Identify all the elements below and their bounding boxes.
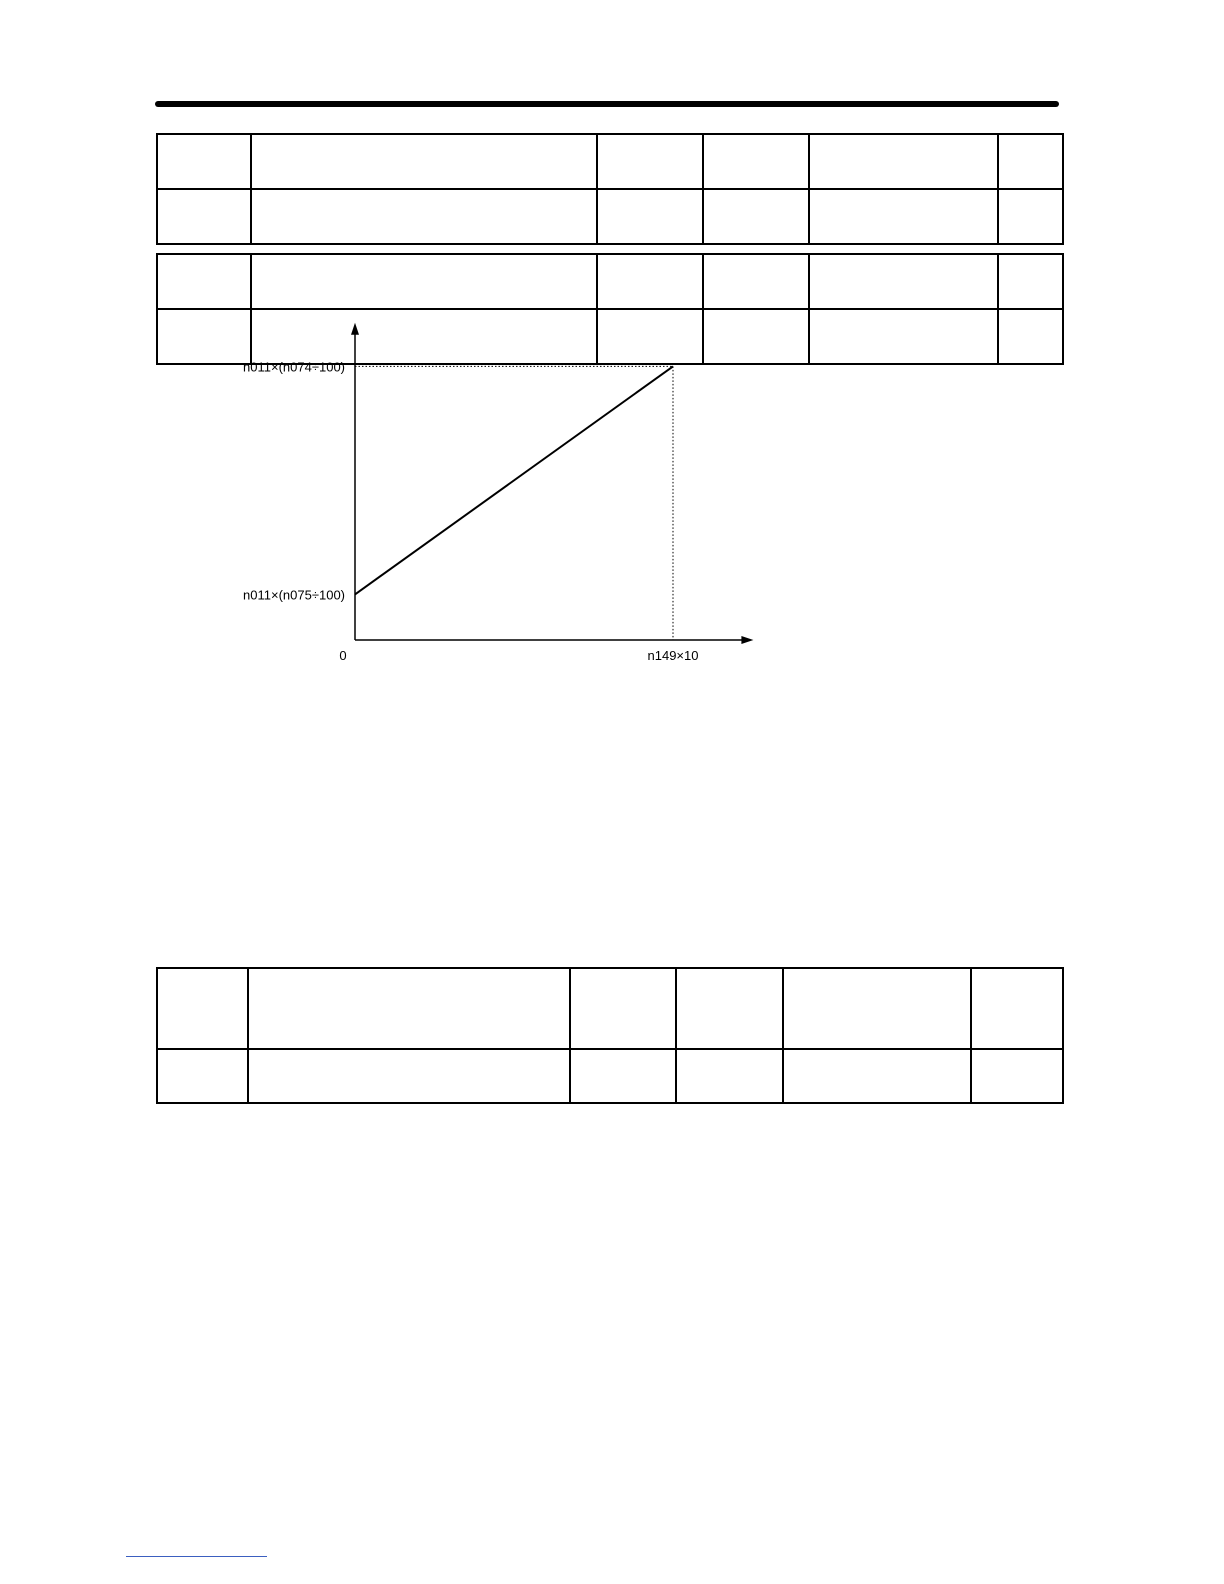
table-cell (157, 189, 251, 244)
table-cell (809, 254, 998, 309)
table-cell (597, 254, 703, 309)
table-cell (676, 1049, 783, 1103)
table-cell (703, 189, 809, 244)
parameter-table-3 (156, 967, 1064, 1104)
table-cell (248, 1049, 570, 1103)
parameter-table-1 (156, 133, 1064, 245)
table-cell (570, 968, 676, 1049)
table-cell (998, 309, 1063, 364)
table-cell (251, 134, 597, 189)
table-cell (597, 309, 703, 364)
table-cell (251, 254, 597, 309)
table-cell (971, 968, 1063, 1049)
table-cell (783, 968, 971, 1049)
x-tick-label-origin: 0 (339, 648, 347, 663)
table-cell (157, 1049, 248, 1103)
table-cell (998, 134, 1063, 189)
y-tick-label-max: n011×(n074÷100) (243, 359, 345, 375)
table-cell (597, 189, 703, 244)
table-cell (570, 1049, 676, 1103)
table-cell (676, 968, 783, 1049)
table-row (157, 968, 1063, 1049)
table-row (157, 189, 1063, 244)
table-cell (157, 968, 248, 1049)
table-cell (703, 134, 809, 189)
table-cell (251, 309, 597, 364)
table-cell (971, 1049, 1063, 1103)
table-cell (703, 309, 809, 364)
x-tick-label-max: n149×10 (647, 648, 699, 663)
table-cell (157, 254, 251, 309)
table-row (157, 1049, 1063, 1103)
header-rule (155, 101, 1059, 107)
table-row (157, 134, 1063, 189)
table-cell (998, 254, 1063, 309)
table-cell (998, 189, 1063, 244)
table-cell (809, 134, 998, 189)
series-line-output (355, 366, 673, 594)
x-axis-arrow (741, 636, 753, 644)
parameter-table-2 (156, 253, 1064, 365)
table-cell (783, 1049, 971, 1103)
table-cell (251, 189, 597, 244)
table-cell (157, 309, 251, 364)
table-cell (157, 134, 251, 189)
table-cell (248, 968, 570, 1049)
table-row (157, 309, 1063, 364)
table-cell (597, 134, 703, 189)
characteristic-chart (190, 359, 780, 680)
y-tick-label-min: n011×(n075÷100) (243, 587, 345, 603)
table-row (157, 254, 1063, 309)
table-cell (809, 189, 998, 244)
footer-link-underline[interactable] (126, 1556, 267, 1557)
table-cell (809, 309, 998, 364)
table-cell (703, 254, 809, 309)
